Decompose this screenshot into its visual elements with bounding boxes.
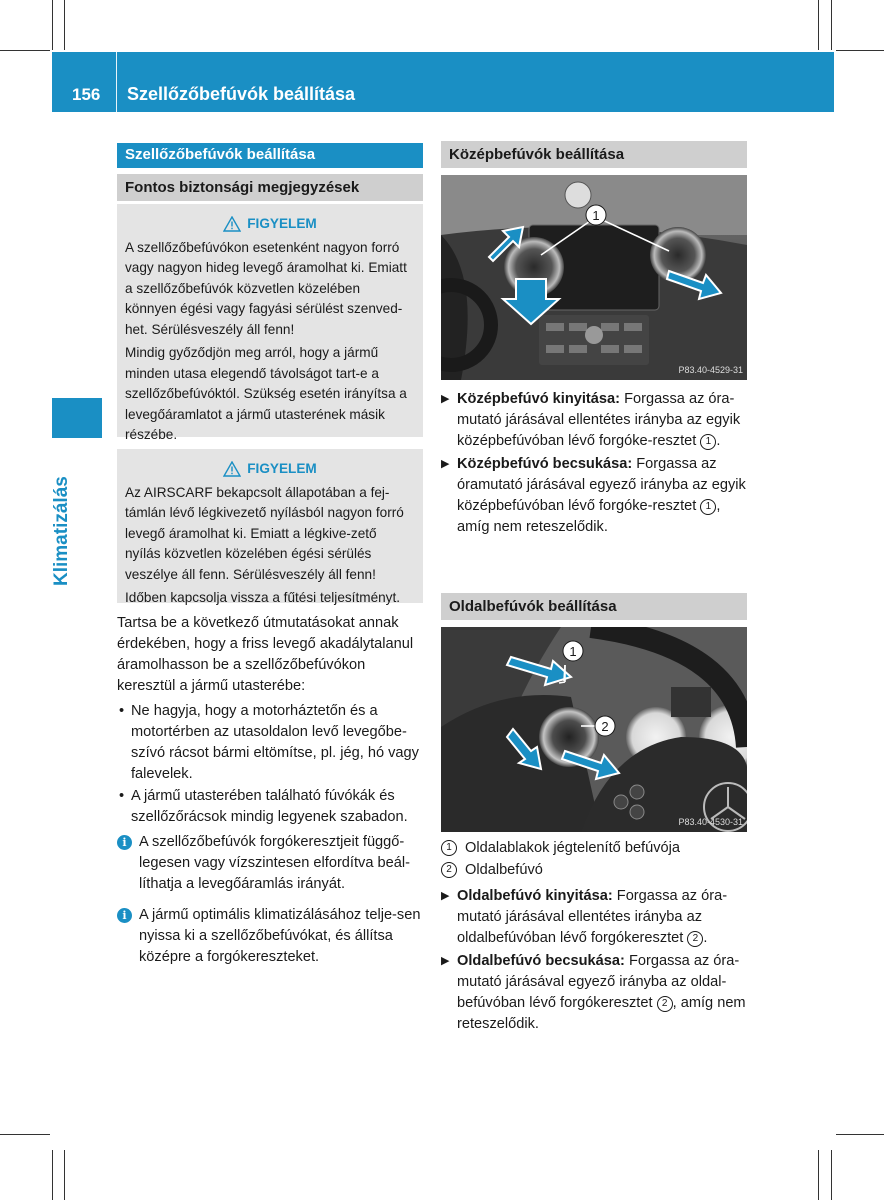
crop-mark [836,1134,884,1135]
side-vents-photo [441,627,747,832]
step-tail: . [716,433,721,449]
step-bold: Középbefúvó kinyitása: [457,391,620,407]
crop-mark [831,0,832,50]
warning-text: Mindig győződjön meg arról, hogy a jármű minden utasa elegendő távolságot tart-e a szellőzőbefúvóktól. Szükség esetén irányítsa a levegőáramlatot a jármű utasterének másik részébe. [125,345,407,442]
arrow-right-icon: ▶ [441,890,450,902]
legend-item [441,859,749,881]
warning-triangle-icon [223,216,241,232]
step-item [441,389,749,452]
legend-text: Oldalbefúvó [465,862,543,878]
crop-mark [64,0,65,50]
info-icon: i [117,908,132,923]
callout-2: 2 [601,719,609,734]
step-text: Forgassa az óra-mutató járásával ellentétes irányba az egyik középbefúvóban lévő forgóke-resztet [457,391,741,449]
arrow-right-icon: ▶ [441,458,450,470]
figure-code: P83.40-4530-31 [678,817,743,827]
crop-mark [0,1134,50,1135]
header-divider [116,52,117,112]
warning-box [117,204,423,442]
callout-ref: 1 [441,840,457,856]
step-item [441,886,749,949]
center-steps [441,389,749,538]
crop-mark [831,1150,832,1200]
step-text: Forgassa az óramutató járásával egyező irányba az egyik középbefúvóban lévő forgóke-resztet [457,456,746,514]
step-tail: . [703,930,708,946]
step-bold: Középbefúvó becsukása: [457,456,633,472]
crop-mark [818,1150,819,1200]
step-tail: , amíg nem reteszelődik. [457,995,746,1032]
callout-ref: 2 [441,862,457,878]
section-title: Középbefúvók beállítása [441,141,747,168]
page-number: 156 [72,85,101,104]
warning-text: A szellőzőbefúvókon esetenként nagyon forró vagy nagyon hideg levegő áramolhat ki. Emiatt a szellőzőbefúvók közvetlen közelében könnyen égési vagy fagyási sérülést szenved-het. Sérülésveszély áll fenn! [125,239,407,337]
section-title: Szellőzőbefúvók beállítása [117,143,423,168]
step-bold: Oldalbefúvó becsukása: [457,953,625,969]
chapter-tab-label: Klimatizálás [51,476,72,586]
callout-1: 1 [569,644,577,659]
crop-mark [836,50,884,51]
callout-ref: 1 [700,499,716,515]
step-item [441,454,749,538]
warning-box [117,449,423,603]
bullet-list [117,701,425,828]
arrow-right-icon: ▶ [441,955,450,967]
warning-header [125,214,415,235]
step-item [441,951,749,1035]
center-vents-photo [441,175,747,380]
crop-mark [0,50,50,51]
callout-ref: 2 [687,931,703,947]
warning-header [125,459,415,480]
figure-legend [441,837,749,881]
info-text: A szellőzőbefúvók forgókeresztjeit függő-legesen vagy vízszintesen elfordítva beál-líthatja a levegőáramlás irányát. [139,834,410,892]
warning-text: Az AIRSCARF bekapcsolt állapotában a fej-támlán lévő légkivezető nyílásból nagyon forró levegő áramolhat ki. Emiatt a légkive-zető nyílás közvetlen közelében égési sérülés veszélye áll fenn. Sérülésveszély áll fenn! [125,484,404,582]
step-text: Forgassa az óra-mutató járásával ellentétes irányba az oldalbefúvóban lévő forgókeresztet [457,888,728,946]
warning-text: Időben kapcsolja vissza a fűtési teljesítményt. [125,590,401,605]
crop-mark [818,0,819,50]
info-text: A jármű optimális klimatizálásához telje-sen nyissa ki a szellőzőbefúvókat, és állítsa középre a forgókereszteket. [139,907,421,965]
crop-mark [64,1150,65,1200]
info-note [117,905,423,968]
warning-title: FIGYELEM [247,461,317,476]
callout-1: 1 [592,208,600,223]
intro-paragraph [117,613,425,828]
crop-mark [52,1150,53,1200]
list-item: • Ne hagyja, hogy a motorháztetőn és a motortérben az utasoldalon levő levegőbe-szívó rácsot bármi eltömítse, pl. jég, hó vagy falevelek. [117,701,425,785]
legend-item [441,837,749,859]
callout-ref: 1 [700,434,716,450]
info-note [117,832,423,895]
step-text: Forgassa az óra-mutató járásával egyező irányba az oldal-befúvóban lévő forgókeresztet [457,953,740,1011]
page-title: Szellőzőbefúvók beállítása [127,84,356,104]
warning-title: FIGYELEM [247,216,317,231]
step-bold: Oldalbefúvó kinyitása: [457,888,613,904]
intro-text: Tartsa be a következő útmutatásokat annak érdekében, hogy a friss levegő akadálytalanul áramolhasson be a szellőzőbefúvókon keresztül a jármű utasterébe: [117,615,414,694]
subsection-title: Fontos biztonsági megjegyzések [117,174,423,201]
crop-mark [52,0,53,50]
arrow-right-icon: ▶ [441,393,450,405]
figure-code: P83.40-4529-31 [678,365,743,375]
section-title: Oldalbefúvók beállítása [441,593,747,620]
side-steps [441,886,749,1035]
info-icon: i [117,835,132,850]
warning-triangle-icon [223,461,241,477]
step-tail: , amíg nem reteszelődik. [457,498,721,535]
legend-text: Oldalablakok jégtelenítő befúvója [465,840,681,856]
callout-ref: 2 [657,996,673,1012]
list-item: • A jármű utasterében található fúvókák és szellőzőrácsok mindig legyenek szabadon. [117,786,425,828]
